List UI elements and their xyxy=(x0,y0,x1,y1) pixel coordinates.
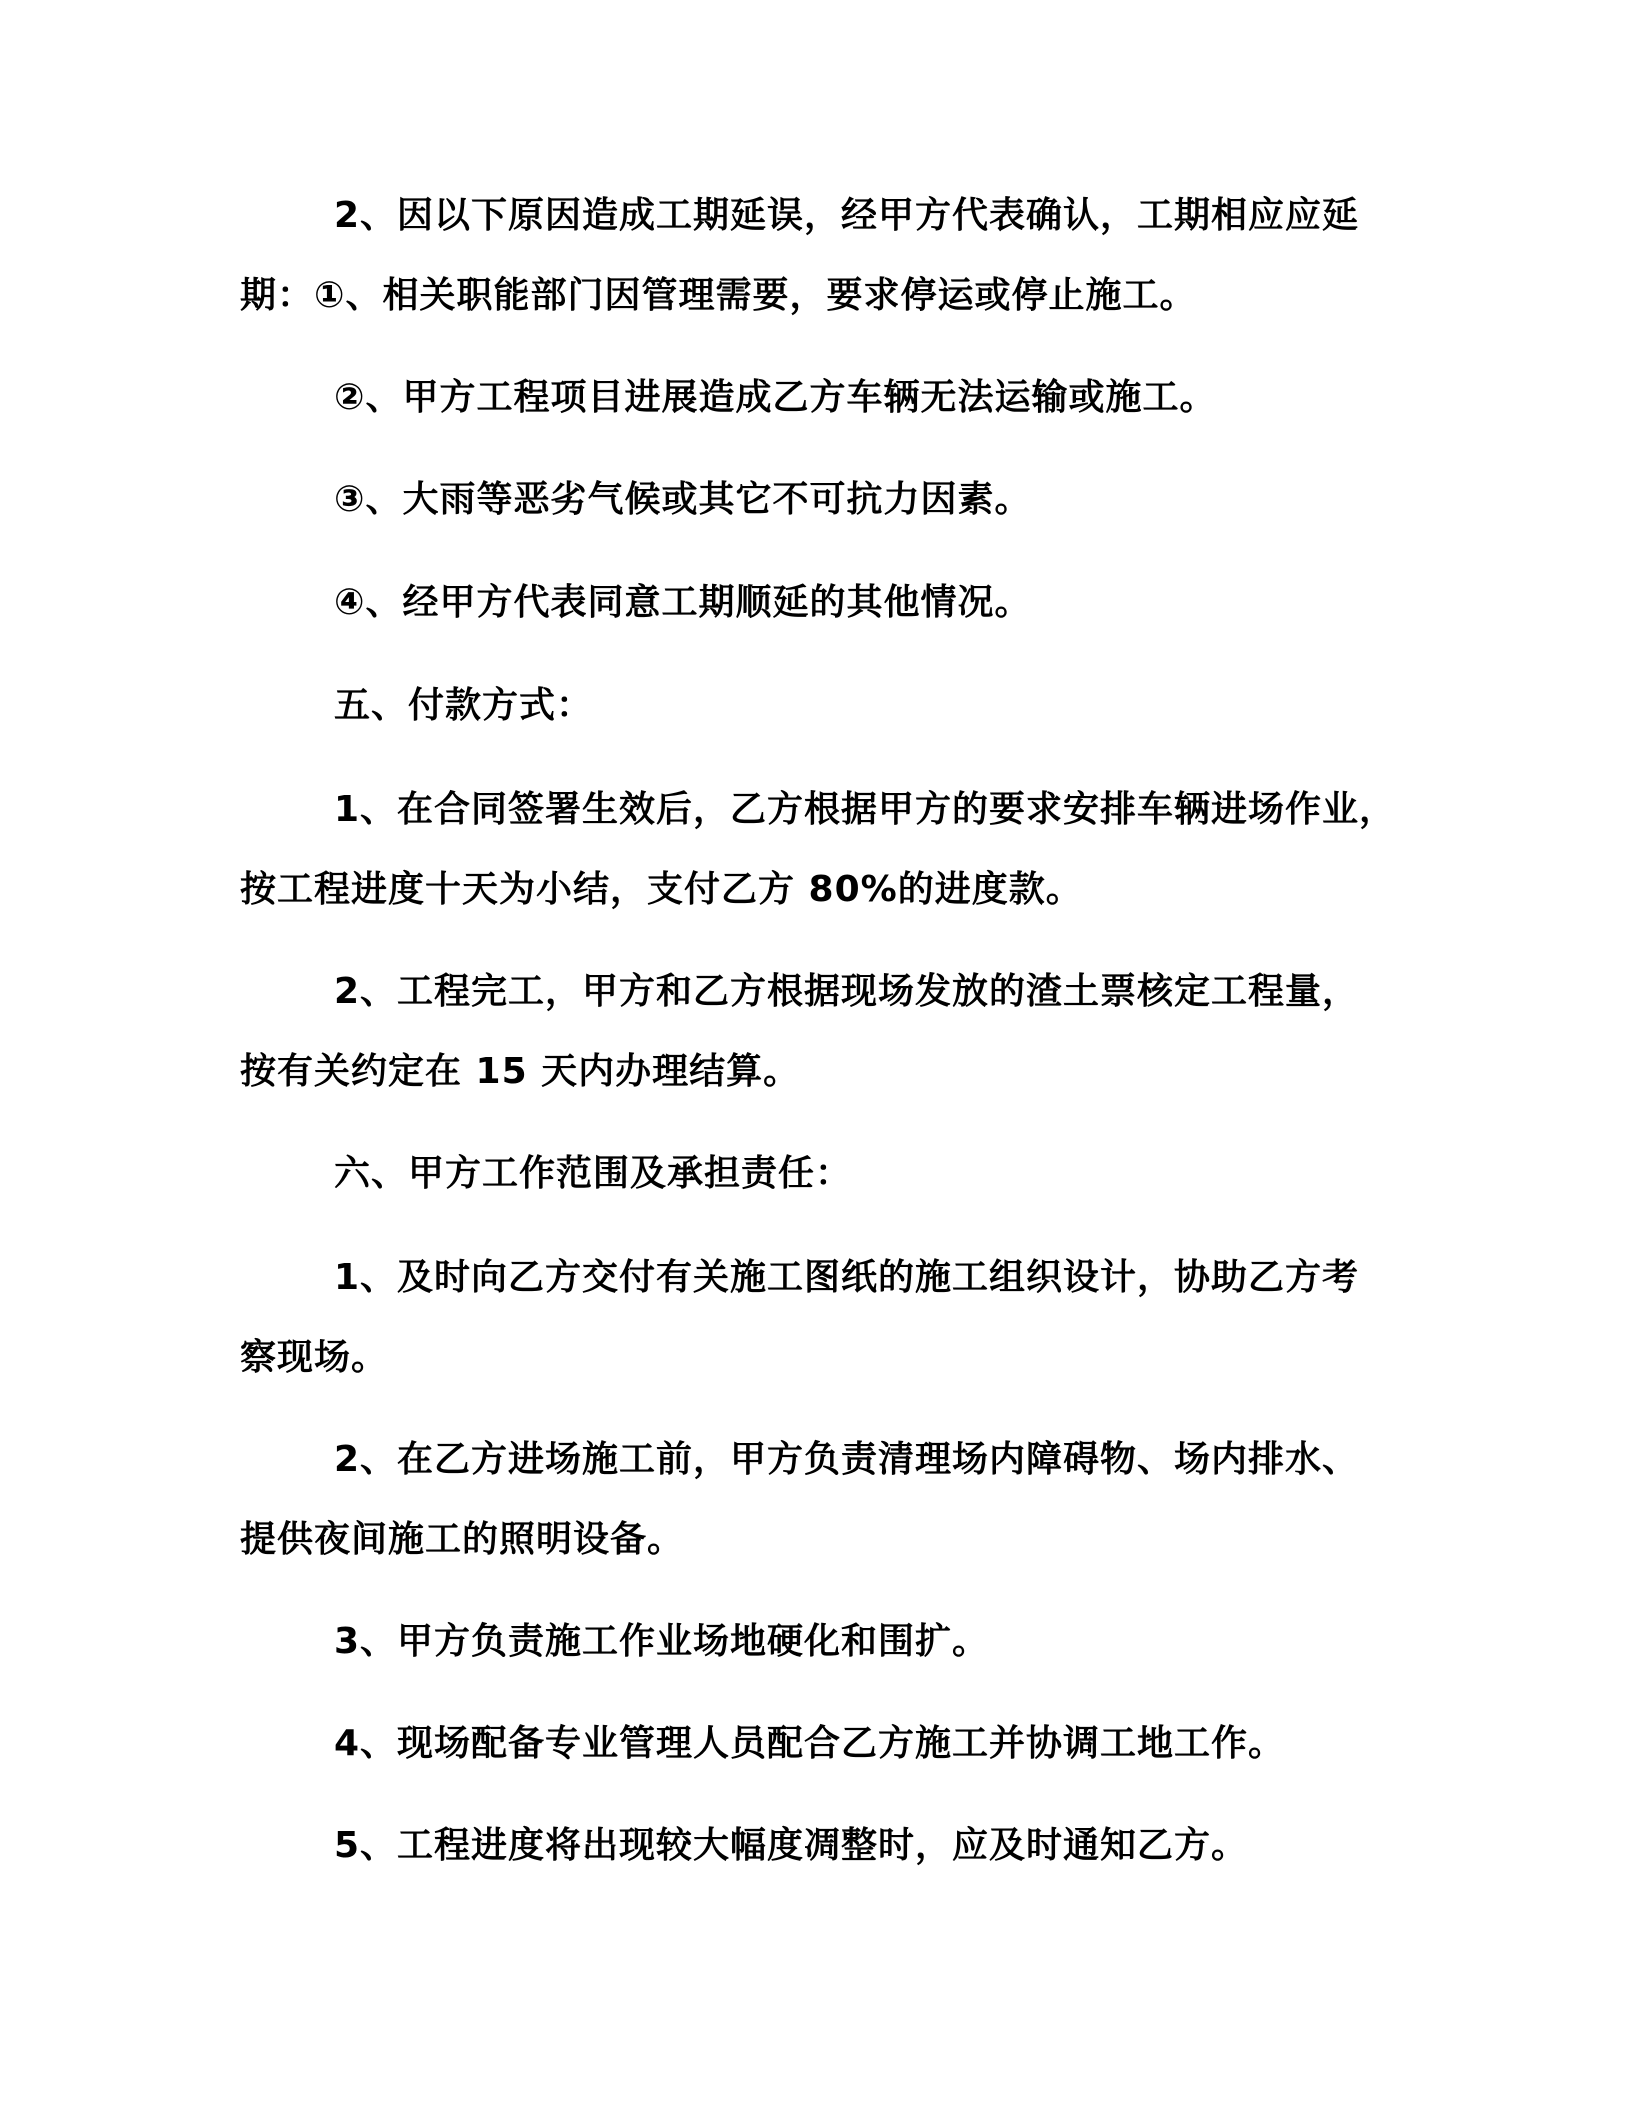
paragraph-duty-3 xyxy=(240,1602,1380,1682)
text-line: 2、工程完工，甲方和乙方根据现场发放的渣土票核定工程量， xyxy=(334,971,1360,1012)
text-line: 按有关约定在 15 天内办理结算。 xyxy=(240,1051,801,1092)
text-line: 按工程进度十天为小结，支付乙方 80%的进度款。 xyxy=(240,869,1083,910)
paragraph-duty-4 xyxy=(240,1704,1380,1784)
text-line: 察现场。 xyxy=(240,1337,389,1378)
text-line: 2、因以下原因造成工期延误，经甲方代表确认，工期相应应延 xyxy=(334,195,1360,236)
paragraph-payment-2 xyxy=(240,952,1380,1112)
text-line: 1、及时向乙方交付有关施工图纸的施工组织设计，协助乙方考 xyxy=(334,1257,1360,1298)
text-line: ④、经甲方代表同意工期顺延的其他情况。 xyxy=(334,582,1032,623)
paragraph-duty-1 xyxy=(240,1238,1380,1398)
text-line: 3、甲方负责施工作业场地硬化和围扩。 xyxy=(334,1621,990,1662)
section-heading-party-a-duties xyxy=(240,1134,1380,1214)
text-line: 5、工程进度将出现较大幅度凋整时，应及时通知乙方。 xyxy=(334,1825,1249,1866)
section-heading-payment xyxy=(240,666,1380,746)
text-line: 2、在乙方进场施工前，甲方负责清理场内障碍物、场内排水、 xyxy=(334,1439,1360,1480)
paragraph-delay-causes xyxy=(240,176,1380,336)
paragraph-duty-5 xyxy=(240,1806,1380,1886)
text-line: 1、在合同签署生效后，乙方根据甲方的要求安排车辆进场作业， xyxy=(334,789,1397,830)
text-line: 提供夜间施工的照明设备。 xyxy=(240,1519,685,1560)
paragraph-duty-2 xyxy=(240,1420,1380,1580)
text-line: 期：①、相关职能部门因管理需要，要求停运或停止施工。 xyxy=(240,275,1197,316)
paragraph-delay-item-2 xyxy=(240,358,1380,438)
text-line: 五、付款方式： xyxy=(334,685,594,726)
text-line: ③、大雨等恶劣气候或其它不可抗力因素。 xyxy=(334,479,1032,520)
text-line: 4、现场配备专业管理人员配合乙方施工并协调工地工作。 xyxy=(334,1723,1286,1764)
text-line: ②、甲方工程项目进展造成乙方车辆无法运输或施工。 xyxy=(334,377,1217,418)
text-line: 六、甲方工作范围及承担责任： xyxy=(334,1153,853,1194)
paragraph-delay-item-4 xyxy=(240,563,1380,643)
paragraph-delay-item-3 xyxy=(240,460,1380,540)
paragraph-payment-1 xyxy=(240,770,1397,930)
